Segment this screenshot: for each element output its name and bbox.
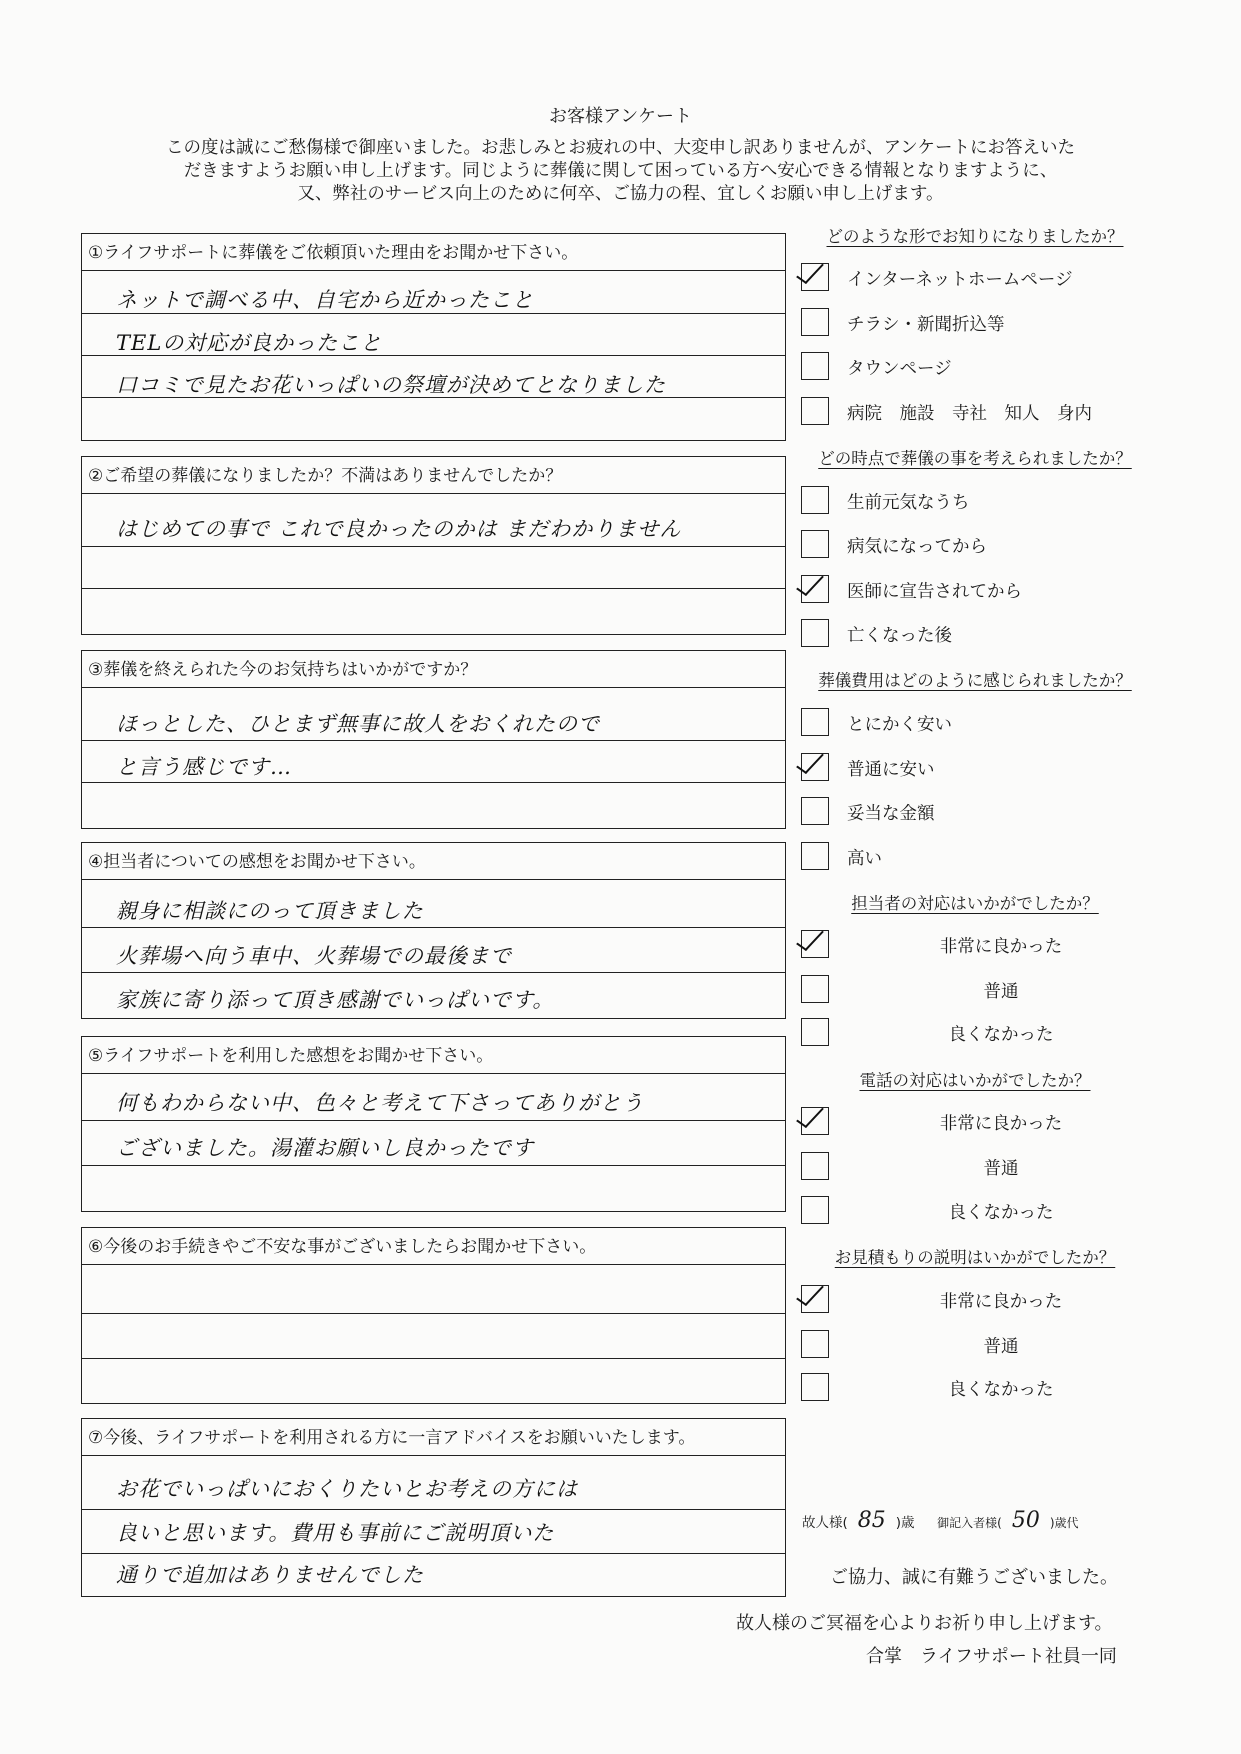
option-internet[interactable] bbox=[801, 263, 1161, 293]
question-7-box bbox=[81, 1418, 786, 1597]
option-label: 妥当な金額 bbox=[847, 804, 935, 824]
writer-age-value[interactable]: 50 bbox=[1011, 1508, 1040, 1533]
question-6-box bbox=[81, 1227, 786, 1404]
checkbox[interactable] bbox=[801, 708, 829, 736]
age-fields bbox=[802, 1508, 1079, 1533]
answer-line bbox=[82, 927, 785, 928]
option-label: 亡くなった後 bbox=[847, 626, 952, 646]
option-label: 非常に良かった bbox=[939, 1292, 1063, 1312]
option-label: 非常に良かった bbox=[939, 937, 1063, 957]
checkbox[interactable] bbox=[801, 975, 829, 1003]
checkbox[interactable] bbox=[801, 842, 829, 870]
option-flyer[interactable] bbox=[801, 308, 1161, 338]
question-3-answer-2[interactable]: と言う感じです… bbox=[116, 755, 292, 779]
deceased-age-suffix: )歳 bbox=[895, 1515, 915, 1531]
option-label: 病院 施設 寺社 知人 身内 bbox=[847, 404, 1092, 424]
option-label: 非常に良かった bbox=[939, 1114, 1063, 1134]
checkbox[interactable] bbox=[801, 930, 829, 958]
answer-line bbox=[82, 1165, 785, 1166]
question-7-answer-1[interactable]: お花でいっぱいにおくりたいとお考えの方には bbox=[116, 1477, 578, 1501]
option-label: 良くなかった bbox=[948, 1203, 1054, 1223]
option-label: 良くなかった bbox=[948, 1380, 1054, 1400]
thanks-text: ご協力、誠に有難うございました。 bbox=[830, 1567, 1118, 1588]
checkbox[interactable] bbox=[801, 1330, 829, 1358]
option-while-healthy[interactable] bbox=[801, 486, 1161, 516]
question-4-label: ④担当者についての感想をお聞かせ下さい。 bbox=[82, 843, 785, 880]
option-after-illness[interactable] bbox=[801, 530, 1161, 560]
question-3-answer-1[interactable]: ほっとした、ひとまず無事に故人をおくれたので bbox=[116, 712, 600, 736]
option-label: 医師に宣告されてから bbox=[847, 582, 1022, 602]
section-6-header: お見積もりの説明はいかがでしたか？ bbox=[834, 1248, 1116, 1267]
option-label: 普通 bbox=[983, 982, 1019, 1002]
option-label: 病気になってから bbox=[847, 537, 987, 557]
checkbox[interactable] bbox=[801, 1107, 829, 1135]
writer-age-prefix: 御記入者様( bbox=[937, 1516, 1002, 1530]
question-1-answer-2[interactable]: TELの対応が良かったこと bbox=[116, 331, 383, 355]
question-5-label: ⑤ライフサポートを利用した感想をお聞かせ下さい。 bbox=[82, 1037, 785, 1074]
checkbox[interactable] bbox=[801, 753, 829, 781]
answer-line bbox=[82, 546, 785, 547]
question-2-answer-1[interactable]: はじめての事で これで良かったのかは まだわかりません bbox=[116, 517, 682, 541]
question-2-label: ②ご希望の葬儀になりましたか？不満はありませんでしたか？ bbox=[82, 457, 785, 494]
question-7-label: ⑦今後、ライフサポートを利用される方に一言アドバイスをお願いいたします。 bbox=[82, 1419, 785, 1456]
option-expensive[interactable] bbox=[801, 842, 1161, 872]
intro-line: だきますようお願い申し上げます。同じように葬儀に関して困っている方へ安心できる情報となりますように、 bbox=[183, 161, 1058, 181]
answer-line bbox=[82, 1120, 785, 1121]
prayer-text: 故人様のご冥福を心よりお祈り申し上げます。 bbox=[736, 1613, 1113, 1634]
question-2-box bbox=[81, 456, 786, 635]
question-7-answer-3[interactable]: 通りで追加はありませんでした bbox=[116, 1563, 424, 1587]
option-label: 良くなかった bbox=[948, 1025, 1054, 1045]
option-staff-bad[interactable] bbox=[801, 1018, 1161, 1048]
option-label: 普通 bbox=[983, 1159, 1019, 1179]
question-3-box bbox=[81, 650, 786, 829]
option-staff-normal[interactable] bbox=[801, 975, 1161, 1005]
survey-title: お客様アンケート bbox=[549, 106, 692, 127]
section-3-header: 葬儀費用はどのように感じられましたか？ bbox=[818, 671, 1132, 690]
deceased-age-value[interactable]: 85 bbox=[857, 1508, 886, 1533]
answer-line bbox=[82, 782, 785, 783]
checkbox[interactable] bbox=[801, 530, 829, 558]
option-phone-very-good[interactable] bbox=[801, 1107, 1161, 1137]
signature-text: 合掌 ライフサポート社員一同 bbox=[866, 1646, 1117, 1667]
answer-line bbox=[82, 1313, 785, 1314]
section-1-header: どのような形でお知りになりましたか？ bbox=[826, 227, 1124, 246]
checkbox[interactable] bbox=[801, 397, 829, 425]
section-4-header: 担当者の対応はいかがでしたか？ bbox=[851, 894, 1099, 913]
answer-line bbox=[82, 1358, 785, 1359]
option-fairly-cheap[interactable] bbox=[801, 753, 1161, 783]
question-1-label: ①ライフサポートに葬儀をご依頼頂いた理由をお聞かせ下さい。 bbox=[82, 234, 785, 271]
option-label: チラシ・新聞折込等 bbox=[847, 315, 1005, 335]
option-label: 高い bbox=[847, 849, 882, 869]
intro-line: この度は誠にご愁傷様で御座いました。お悲しみとお疲れの中、大変申し訳ありませんが、アンケートにお答えいた bbox=[166, 138, 1075, 158]
option-townpage[interactable] bbox=[801, 352, 1161, 382]
intro-text bbox=[80, 137, 1161, 206]
answer-line bbox=[82, 1553, 785, 1554]
checkbox[interactable] bbox=[801, 263, 829, 291]
question-4-answer-2[interactable]: 火葬場へ向う車中、火葬場での最後まで bbox=[116, 944, 512, 968]
answer-line bbox=[82, 972, 785, 973]
answer-line bbox=[82, 588, 785, 589]
option-phone-bad[interactable] bbox=[801, 1196, 1161, 1226]
question-5-box bbox=[81, 1036, 786, 1212]
option-label: とにかく安い bbox=[847, 715, 952, 735]
intro-line: 又、弊社のサービス向上のために何卒、ご協力の程、宜しくお願い申し上げます。 bbox=[297, 184, 944, 204]
option-label: 普通に安い bbox=[847, 760, 935, 780]
question-3-label: ③葬儀を終えられた今のお気持ちはいかがですか？ bbox=[82, 651, 785, 688]
section-2-header: どの時点で葬儀の事を考えられましたか？ bbox=[818, 449, 1132, 468]
checkbox[interactable] bbox=[801, 1018, 829, 1046]
section-5-header: 電話の対応はいかがでしたか？ bbox=[859, 1071, 1091, 1090]
question-1-answer-3[interactable]: 口コミで見たお花いっぱいの祭壇が決めてとなりました bbox=[116, 373, 666, 397]
option-after-diagnosis[interactable] bbox=[801, 575, 1161, 605]
checkbox[interactable] bbox=[801, 575, 829, 603]
option-very-cheap[interactable] bbox=[801, 708, 1161, 738]
question-4-box bbox=[81, 842, 786, 1019]
answer-line bbox=[82, 1509, 785, 1510]
checkbox[interactable] bbox=[801, 797, 829, 825]
option-label: インターネットホームページ bbox=[847, 270, 1073, 290]
checkbox[interactable] bbox=[801, 619, 829, 647]
question-4-answer-3[interactable]: 家族に寄り添って頂き感謝でいっぱいです。 bbox=[116, 988, 555, 1012]
question-1-box bbox=[81, 233, 786, 441]
option-phone-normal[interactable] bbox=[801, 1152, 1161, 1182]
option-estimate-normal[interactable] bbox=[801, 1330, 1161, 1360]
checkbox[interactable] bbox=[801, 352, 829, 380]
option-reasonable[interactable] bbox=[801, 797, 1161, 827]
option-estimate-very-good[interactable] bbox=[801, 1285, 1161, 1315]
question-7-answer-2[interactable]: 良いと思います。費用も事前にご説明頂いた bbox=[116, 1521, 555, 1545]
writer-age-suffix: )歳代 bbox=[1049, 1516, 1079, 1530]
option-label: 生前元気なうち bbox=[847, 493, 970, 513]
question-5-answer-2[interactable]: ございました。湯灌お願いし良かったです bbox=[116, 1136, 534, 1160]
option-label: 普通 bbox=[983, 1337, 1019, 1357]
checkbox[interactable] bbox=[801, 1152, 829, 1180]
option-staff-very-good[interactable] bbox=[801, 930, 1161, 960]
answer-line bbox=[82, 740, 785, 741]
checkbox[interactable] bbox=[801, 308, 829, 336]
checkbox[interactable] bbox=[801, 1196, 829, 1224]
question-4-answer-1[interactable]: 親身に相談にのって頂きました bbox=[116, 899, 424, 923]
question-6-label: ⑥今後のお手続きやご不安な事がございましたらお聞かせ下さい。 bbox=[82, 1228, 785, 1265]
checkbox[interactable] bbox=[801, 486, 829, 514]
option-label: タウンページ bbox=[847, 359, 952, 379]
checkbox[interactable] bbox=[801, 1285, 829, 1313]
question-5-answer-1[interactable]: 何もわからない中、色々と考えて下さってありがとう bbox=[116, 1091, 644, 1115]
option-estimate-bad[interactable] bbox=[801, 1373, 1161, 1403]
option-referral[interactable] bbox=[801, 397, 1161, 427]
checkbox[interactable] bbox=[801, 1373, 829, 1401]
option-after-death[interactable] bbox=[801, 619, 1161, 649]
question-1-answer-1[interactable]: ネットで調べる中、自宅から近かったこと bbox=[116, 288, 534, 312]
deceased-age-prefix: 故人様( bbox=[802, 1515, 848, 1531]
